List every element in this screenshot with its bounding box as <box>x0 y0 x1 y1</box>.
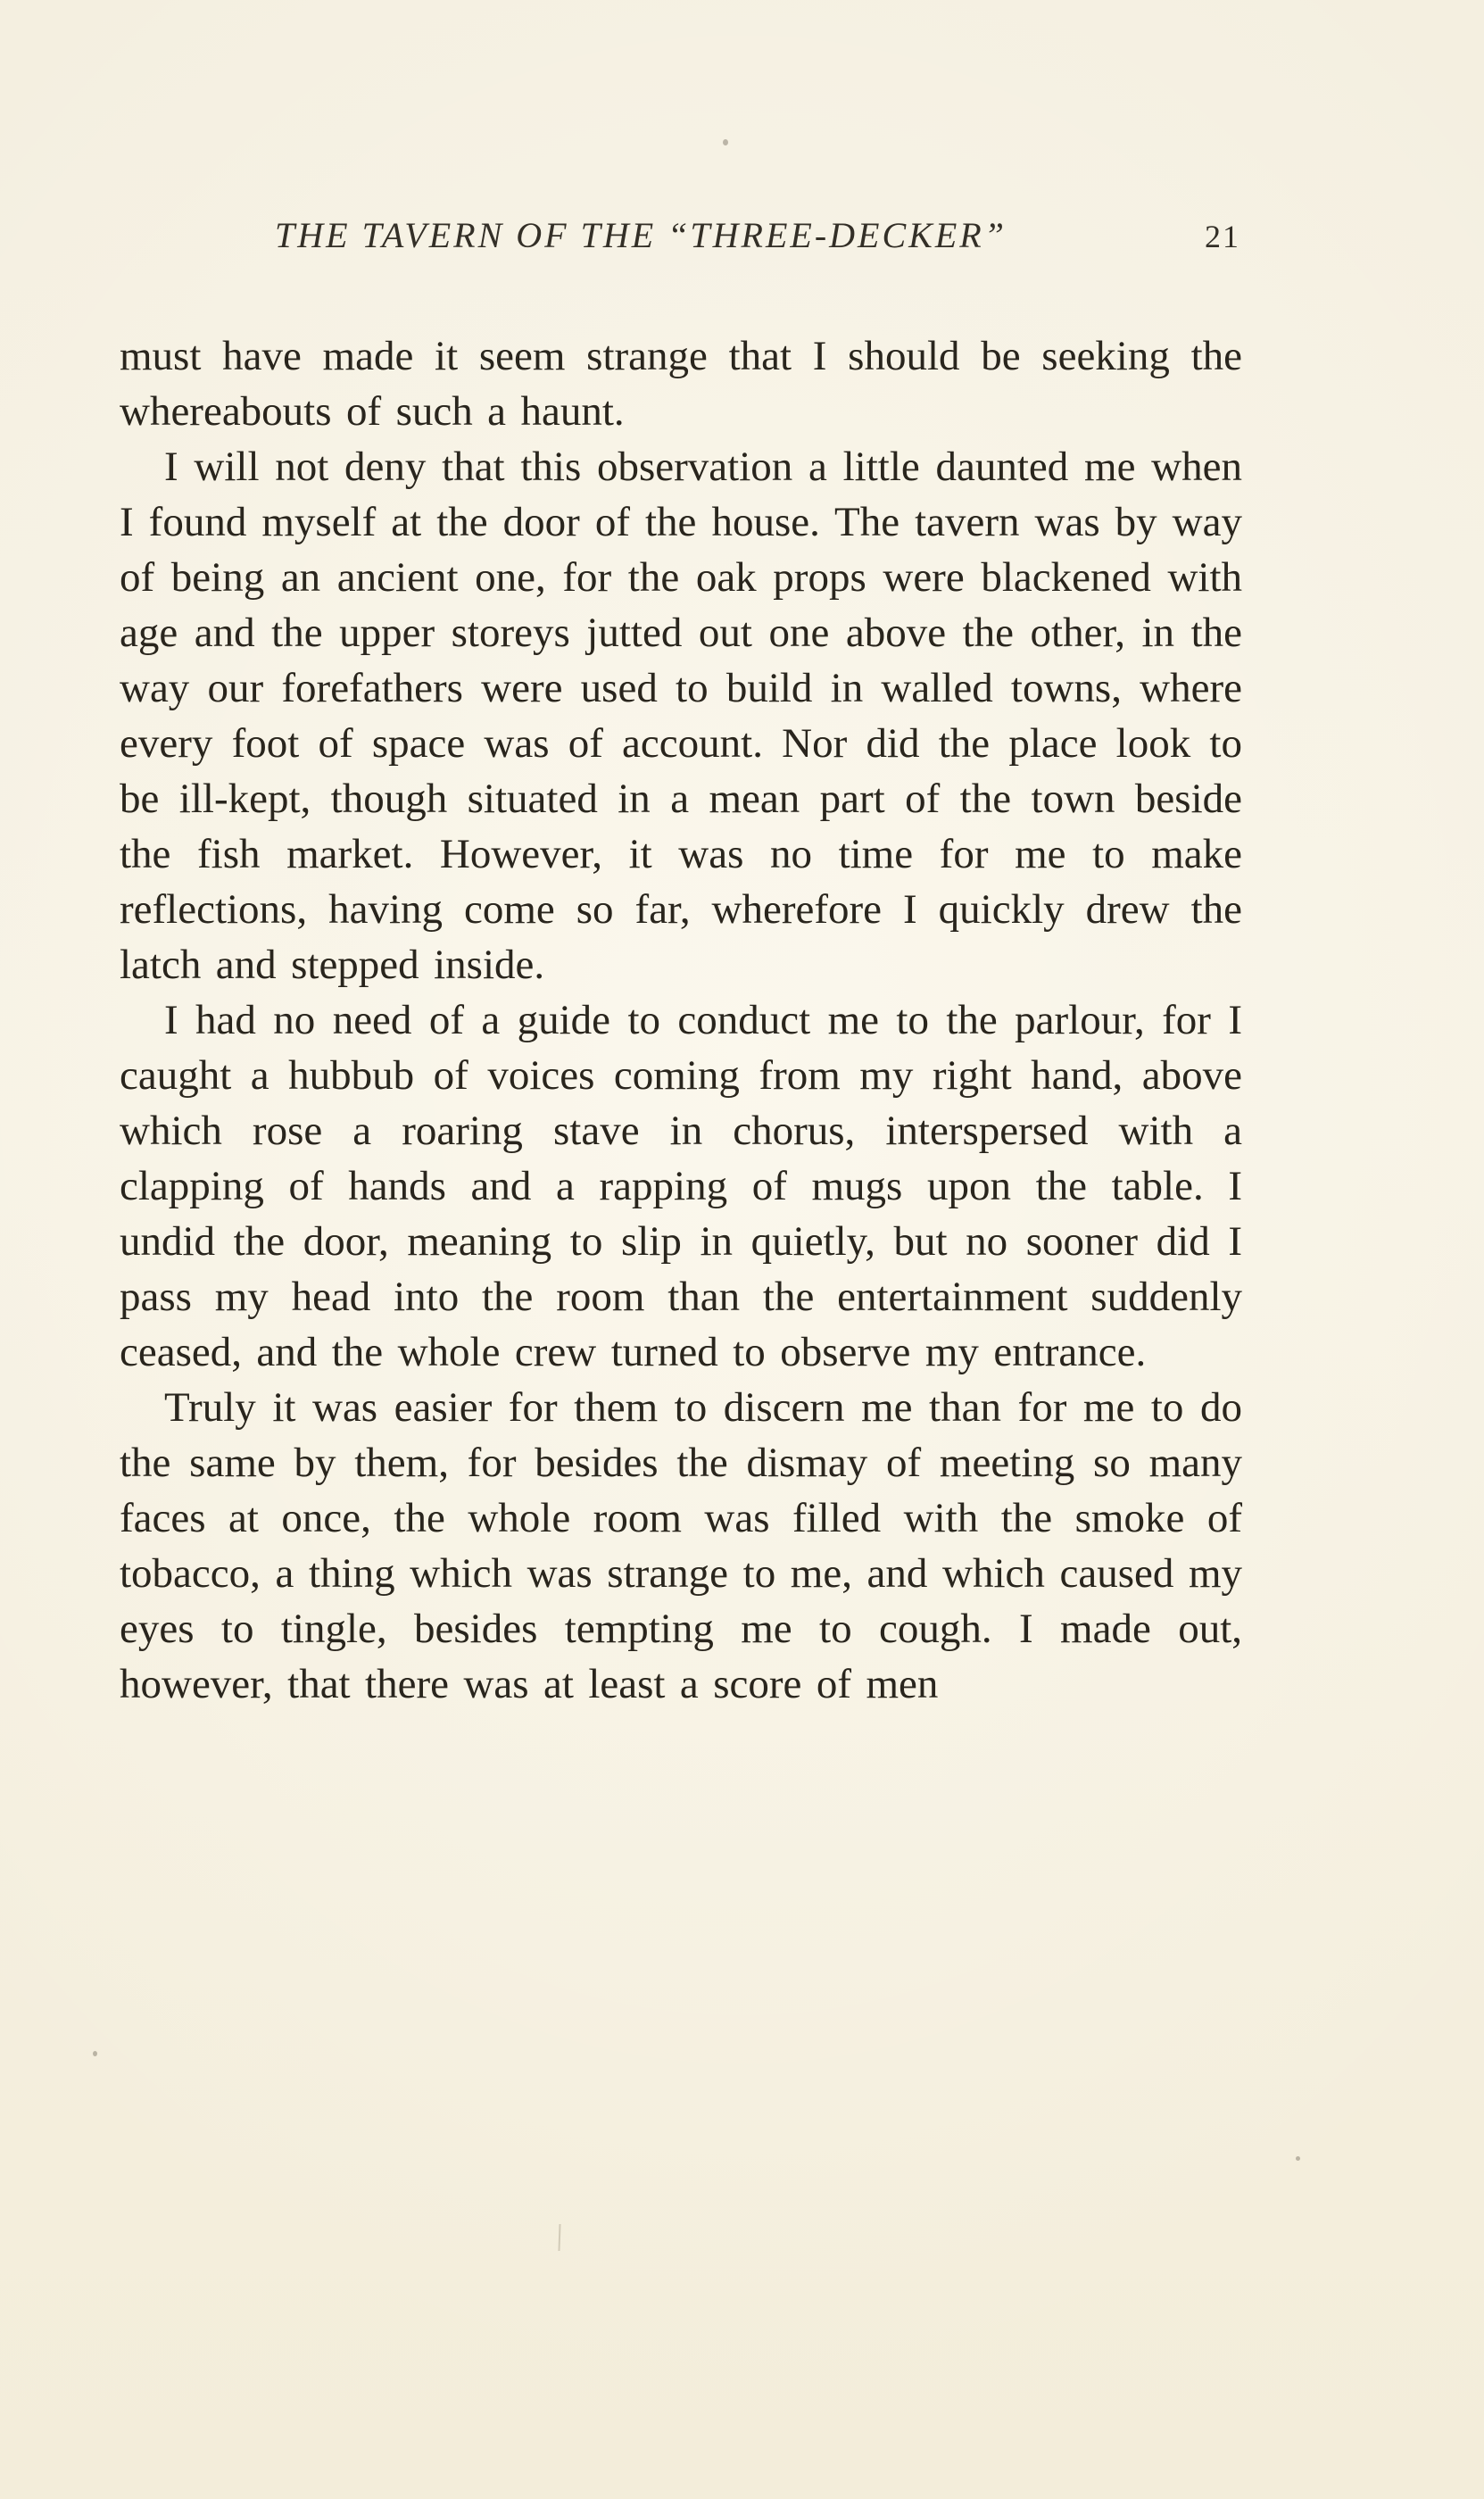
scan-artifact-speck <box>93 2051 97 2056</box>
paragraph: I will not deny that this observation a little daunted me when I found myself at the door of the house. The tavern was by way of being an ancient one, for the oak props were blackened with age and the upper storeys jutted out one above the other, in the way our forefathers were used to build in walled towns, where every foot of space was of account. Nor did the place look to be ill-kept, though situated in a mean part of the town beside the fish market. However, it was no time for me to make reflections, having come so far, wherefore I quickly drew the latch and stepped inside. <box>120 444 1242 988</box>
page-text-block <box>120 214 1242 1712</box>
paragraph: Truly it was easier for them to discern me than for me to do the same by them, for besides the dismay of meeting so many faces at once, the whole room was filled with the smoke of tobacco, a thing which was strange to me, and which caused my eyes to tingle, besides tempting me to cough. I made out, however, that there was at least a score of men <box>120 1384 1242 1707</box>
body-text <box>120 328 1242 1712</box>
scan-artifact-speck <box>723 139 728 145</box>
scan-artifact-crease <box>558 2224 560 2251</box>
paragraph: must have made it seem strange that I should be seeking the whereabouts of such a haunt. <box>120 333 1242 435</box>
page-title: THE TAVERN OF THE “THREE-DECKER” <box>275 215 1007 255</box>
running-header <box>120 214 1242 266</box>
paragraph: I had no need of a guide to conduct me to the parlour, for I caught a hubbub of voices coming from my right hand, above which rose a roaring stave in chorus, interspersed with a clapping of hands and a rapping of mugs upon the table. I undid the door, meaning to slip in quietly, but no sooner did I pass my head into the room than the entertainment suddenly ceased, and the whole crew turned to observe my entrance. <box>120 997 1242 1375</box>
scan-artifact-speck <box>1296 2156 1300 2161</box>
page-number: 21 <box>1205 219 1240 254</box>
